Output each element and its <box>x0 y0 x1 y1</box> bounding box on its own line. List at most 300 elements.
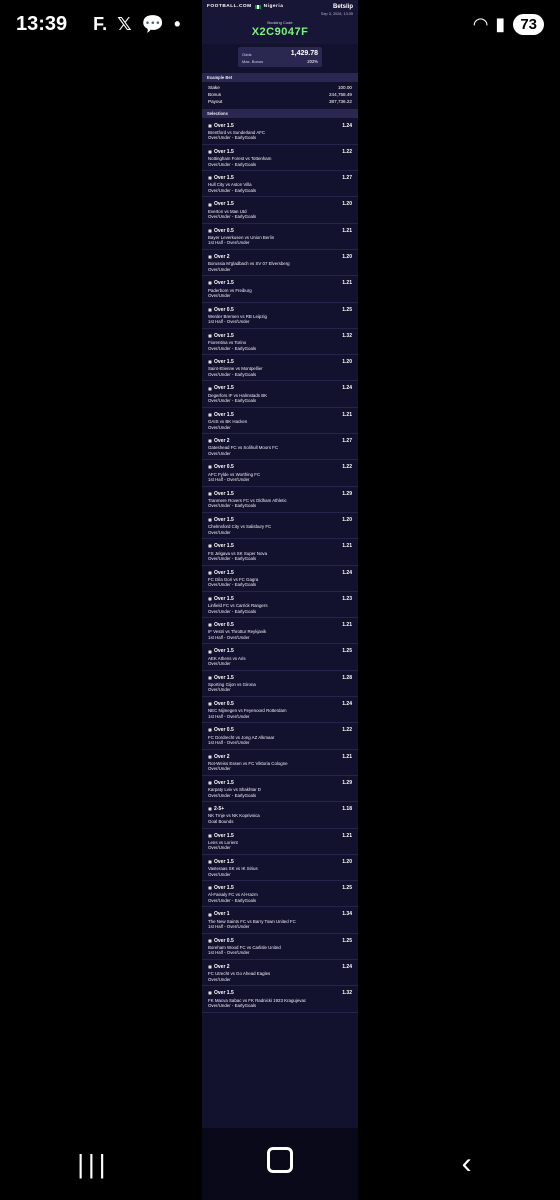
football-icon <box>208 124 212 128</box>
selection-pick-label: Over 2 <box>214 753 230 760</box>
selection-match: Gateshead FC vs Solihull Moors FC <box>208 445 279 451</box>
football-icon <box>208 413 212 417</box>
selection-odds: 1.21 <box>342 543 352 550</box>
selection-match: Saint-Etienne vs Montpellier <box>208 366 263 372</box>
selection-match: Rot-Weiss Essen vs FC Viktoria Cologne <box>208 760 288 766</box>
selection-odds: 1.32 <box>342 990 352 997</box>
selection-market: 1st Half - Over/Under <box>208 634 250 640</box>
selection-top-line <box>208 123 352 129</box>
selection-pick-label: Over 1.5 <box>214 648 234 655</box>
selection-top-line <box>208 675 352 681</box>
selection-market: Over/Under - EarlyGoals <box>208 582 257 588</box>
football-icon <box>208 991 212 995</box>
selection-item[interactable] <box>202 960 358 986</box>
selection-top-line <box>208 307 352 313</box>
selection-match: Lens vs Lorient <box>208 839 238 845</box>
football-icon <box>208 544 212 548</box>
selection-odds: 1.20 <box>342 201 352 208</box>
selection-pick <box>208 596 234 602</box>
selection-pick <box>208 780 234 786</box>
selection-market: Over/Under <box>208 687 231 693</box>
selection-odds: 1.22 <box>342 727 352 734</box>
more-notifications-dot-icon: • <box>174 13 181 34</box>
selection-item[interactable] <box>202 671 358 697</box>
selection-pick-label: Over 1.5 <box>214 569 234 576</box>
selection-pick-label: Over 1.5 <box>214 490 234 497</box>
football-icon <box>208 308 212 312</box>
selection-item[interactable] <box>202 776 358 802</box>
status-time: 13:39 <box>16 12 68 35</box>
selection-pick-label: Over 0.5 <box>214 622 234 629</box>
navigation-bar <box>0 1128 560 1200</box>
selection-market: Over/Under <box>208 293 231 299</box>
selection-odds: 1.20 <box>342 253 352 260</box>
football-icon <box>208 597 212 601</box>
selection-market: 1st Half - Over/Under <box>208 740 250 746</box>
selection-top-line <box>208 175 352 181</box>
status-right <box>474 14 544 35</box>
selection-market: Over/Under - EarlyGoals <box>208 345 257 351</box>
betslip-title-block <box>321 4 353 16</box>
selection-top-line <box>208 806 352 812</box>
bonus-label: Bonus <box>208 92 222 98</box>
selection-market: Over/Under <box>208 450 231 456</box>
selection-pick <box>208 990 234 996</box>
selection-item[interactable] <box>202 750 358 776</box>
selection-pick <box>208 885 234 891</box>
selections-list <box>202 118 358 1012</box>
selection-item[interactable] <box>202 197 358 223</box>
selection-pick <box>208 359 234 365</box>
country-name: Nigeria <box>263 4 284 9</box>
selection-match: Paderborn vs Freiburg <box>208 287 252 293</box>
selection-item[interactable] <box>202 723 358 749</box>
home-button[interactable] <box>250 1147 310 1181</box>
selection-market: 1st Half - Over/Under <box>208 319 250 325</box>
selection-item[interactable] <box>202 355 358 381</box>
selection-match: Boreham Wood FC vs Carlisle United <box>208 944 281 950</box>
selection-item[interactable] <box>202 460 358 486</box>
selection-match: FK Macva Sabac vs FK Radnicki 1923 Kragujevac <box>208 997 307 1003</box>
selection-match: Nottingham Forest vs Tottenham <box>208 156 272 162</box>
football-icon <box>208 728 212 732</box>
football-icon <box>208 834 212 838</box>
selection-pick-label: Over 1.5 <box>214 175 234 182</box>
selection-market: Over/Under <box>208 266 231 272</box>
selection-pick <box>208 333 234 339</box>
selection-pick-label: Over 1.5 <box>214 280 234 287</box>
selection-odds: 1.20 <box>342 359 352 366</box>
selection-pick <box>208 964 230 970</box>
selection-match: The New Saints FC vs Barry Town United FC <box>208 918 296 924</box>
selection-odds: 1.25 <box>342 885 352 892</box>
selections-heading: Selections <box>202 109 358 118</box>
selection-pick-label: Over 1 <box>214 911 230 918</box>
selection-pick <box>208 543 234 549</box>
selection-top-line <box>208 885 352 891</box>
selection-item[interactable] <box>202 986 358 1012</box>
football-icon <box>208 623 212 627</box>
football-icon <box>208 965 212 969</box>
football-icon <box>208 387 212 391</box>
selection-pick <box>208 175 234 181</box>
football-app-notification-icon: F. <box>93 13 108 34</box>
selection-item[interactable] <box>202 276 358 302</box>
selection-match: Degerfors IF vs Halmstads BK <box>208 392 268 398</box>
selection-odds: 1.29 <box>342 490 352 497</box>
selection-odds: 1.22 <box>342 464 352 471</box>
selection-top-line <box>208 648 352 654</box>
selection-item[interactable] <box>202 881 358 907</box>
selection-top-line <box>208 149 352 155</box>
selection-market: Over/Under - EarlyGoals <box>208 398 257 404</box>
selection-pick <box>208 701 234 707</box>
odds-label: Odds <box>242 51 252 57</box>
selection-top-line <box>208 412 352 418</box>
selection-market: Over/Under - EarlyGoals <box>208 187 257 193</box>
selection-pick-label: Over 1.5 <box>214 990 234 997</box>
selection-market: Over/Under - EarlyGoals <box>208 556 257 561</box>
selection-top-line <box>208 911 352 917</box>
selection-top-line <box>208 359 352 365</box>
selection-item[interactable] <box>202 539 358 565</box>
selection-top-line <box>208 833 352 839</box>
football-icon <box>208 203 212 207</box>
selection-pick <box>208 228 234 234</box>
selection-match: IF Vestri vs Throttur Reykjavik <box>208 629 267 635</box>
selection-pick <box>208 123 234 129</box>
selection-top-line <box>208 859 352 865</box>
selection-match: Tranmere Rovers FC vs Oldham Athletic <box>208 497 287 503</box>
selection-match: FC Dila Gori vs FC Gagra <box>208 576 259 582</box>
football-icon <box>208 492 212 496</box>
football-icon <box>208 781 212 785</box>
selection-top-line <box>208 333 352 339</box>
selection-match: AFC Fylde vs Worthing FC <box>208 471 261 477</box>
recent-apps-icon[interactable]: ||| <box>77 1148 110 1179</box>
football-icon <box>208 886 212 890</box>
selection-item[interactable] <box>202 434 358 460</box>
selection-odds: 1.32 <box>342 332 352 339</box>
selection-item[interactable] <box>202 618 358 644</box>
selection-item[interactable] <box>202 145 358 171</box>
odds-value: 1,429.78 <box>290 49 318 57</box>
payout-value: 387,736.22 <box>329 99 352 105</box>
selection-pick <box>208 859 234 865</box>
selection-pick-label: Over 1.5 <box>214 595 234 602</box>
selection-pick-label: Over 1.5 <box>214 122 234 129</box>
football-icon <box>208 518 212 522</box>
selection-market: 1st Half - Over/Under <box>208 713 250 719</box>
selection-odds: 1.25 <box>342 648 352 655</box>
selection-pick-label: Over 0.5 <box>214 701 234 708</box>
selection-pick-label: Over 0.5 <box>214 727 234 734</box>
selection-odds: 1.22 <box>342 148 352 155</box>
selection-item[interactable] <box>202 934 358 960</box>
signal-icon: ▮ <box>495 13 506 34</box>
selection-pick <box>208 754 230 760</box>
selection-match: Werder Bremen vs RB Leipzig <box>208 313 267 319</box>
max-bonus-row <box>242 59 318 64</box>
selection-item[interactable] <box>202 566 358 592</box>
selection-market: Over/Under <box>208 529 231 535</box>
selection-odds: 1.18 <box>342 806 352 813</box>
selection-item[interactable] <box>202 592 358 618</box>
selection-match: NEC Nijmegen vs Feyenoord Rotterdam <box>208 708 287 714</box>
selection-top-line <box>208 990 352 996</box>
selection-match: Bayer Leverkusen vs Union Berlin <box>208 234 275 240</box>
stake-label: Stake <box>208 85 220 91</box>
selection-item[interactable] <box>202 250 358 276</box>
selection-top-line <box>208 517 352 523</box>
selection-top-line <box>208 596 352 602</box>
selection-pick-label: Over 1.5 <box>214 516 234 523</box>
selection-pick <box>208 280 234 286</box>
selection-pick <box>208 570 234 576</box>
selection-item[interactable] <box>202 513 358 539</box>
selection-pick <box>208 648 234 654</box>
selection-match: Everton vs Man Utd <box>208 208 247 214</box>
selection-pick-label: Over 1.5 <box>214 411 234 418</box>
selection-market: Over/Under - EarlyGoals <box>208 161 257 167</box>
selection-top-line <box>208 464 352 470</box>
home-icon <box>267 1147 293 1173</box>
selection-pick-label: Over 1.5 <box>214 359 234 366</box>
selection-odds: 1.24 <box>342 964 352 970</box>
selection-pick-label: Over 0.5 <box>214 464 234 471</box>
selection-market: Over/Under <box>208 424 231 430</box>
football-icon <box>208 229 212 233</box>
bonus-row <box>208 91 352 98</box>
selection-pick <box>208 727 234 733</box>
selection-pick-label: Over 0.5 <box>214 227 234 234</box>
selection-match: GAIS vs BK Hacken <box>208 419 248 425</box>
brand-name: FOOTBALL.COM <box>207 4 252 9</box>
selection-pick <box>208 938 234 944</box>
selection-pick-label: Over 1.5 <box>214 332 234 339</box>
selection-match: Chelmsford City vs Salisbury FC <box>208 524 272 530</box>
selection-odds: 1.20 <box>342 516 352 523</box>
status-left <box>16 13 180 36</box>
example-bet-heading: Example Bet <box>202 73 358 82</box>
messages-notification-icon: 💬 <box>141 13 165 34</box>
selection-top-line <box>208 570 352 576</box>
football-icon <box>208 465 212 469</box>
selection-pick-label: Over 1.5 <box>214 674 234 681</box>
selection-top-line <box>208 254 352 260</box>
selection-top-line <box>208 622 352 628</box>
selection-item[interactable] <box>202 224 358 250</box>
max-bonus-label: Max. Bonus <box>242 58 264 64</box>
selection-item[interactable] <box>202 381 358 407</box>
selection-pick-label: Over 1.5 <box>214 201 234 208</box>
selection-top-line <box>208 938 352 944</box>
selection-odds: 1.23 <box>342 595 352 602</box>
selection-odds: 1.21 <box>342 753 352 760</box>
selection-top-line <box>208 780 352 786</box>
selection-item[interactable] <box>202 171 358 197</box>
selection-top-line <box>208 385 352 391</box>
football-icon <box>208 176 212 180</box>
selection-match: Sporting Gijon vs Girona <box>208 681 256 687</box>
football-icon <box>208 807 212 811</box>
selection-top-line <box>208 754 352 760</box>
selection-market: Over/Under - EarlyGoals <box>208 897 257 903</box>
selection-odds: 1.21 <box>342 227 352 234</box>
selection-pick <box>208 622 234 628</box>
selection-odds: 1.25 <box>342 306 352 313</box>
selection-pick <box>208 307 234 313</box>
selection-match: Vasteraas SK vs IK Sirius <box>208 866 258 872</box>
football-icon <box>208 360 212 364</box>
payout-label: Payout <box>208 99 223 105</box>
selection-item[interactable] <box>202 829 358 855</box>
football-icon <box>208 860 212 864</box>
football-icon <box>208 255 212 259</box>
selection-pick-label: Over 1.5 <box>214 779 234 786</box>
selection-pick <box>208 464 234 470</box>
selection-match: Borussia M'gladbach vs SV 07 Elversberg <box>208 261 290 267</box>
selection-pick <box>208 806 224 812</box>
selection-market: Over/Under <box>208 766 231 772</box>
selection-top-line <box>208 491 352 497</box>
selection-item[interactable] <box>202 118 358 144</box>
selection-pick <box>208 833 234 839</box>
betslip-panel <box>202 0 358 1200</box>
selection-odds: 1.20 <box>342 858 352 865</box>
selection-pick-label: Over 1.5 <box>214 885 234 892</box>
selection-item[interactable] <box>202 487 358 513</box>
selection-pick <box>208 201 234 207</box>
selection-odds: 1.34 <box>342 911 352 918</box>
football-icon <box>208 913 212 917</box>
selection-market: Over/Under - EarlyGoals <box>208 1003 257 1009</box>
odds-row <box>242 50 318 59</box>
selection-pick-label: Over 0.5 <box>214 306 234 313</box>
selection-match: Karpaty Lviv vs Shakhtar D <box>208 787 261 793</box>
selection-odds: 1.21 <box>342 622 352 629</box>
selection-top-line <box>208 438 352 444</box>
selection-pick <box>208 517 234 523</box>
selection-pick-label: 2-5+ <box>214 806 225 813</box>
selection-odds: 1.28 <box>342 674 352 681</box>
selection-odds: 1.27 <box>342 438 352 445</box>
selection-market: Over/Under <box>208 871 231 877</box>
selection-pick <box>208 675 234 681</box>
selection-top-line <box>208 228 352 234</box>
football-icon <box>208 702 212 706</box>
selection-pick <box>208 149 234 155</box>
selection-odds: 1.24 <box>342 569 352 576</box>
selection-item[interactable] <box>202 855 358 881</box>
selection-market: Over/Under - EarlyGoals <box>208 608 257 614</box>
selection-pick-label: Over 1.5 <box>214 385 234 392</box>
selection-market: Over/Under <box>208 661 231 667</box>
selection-odds: 1.24 <box>342 385 352 392</box>
stake-value: 100.00 <box>337 85 352 91</box>
selection-pick-label: Over 1.5 <box>214 858 234 865</box>
booking-code-label: Booking Code <box>267 20 293 26</box>
selection-pick-label: Over 2 <box>214 438 230 445</box>
selection-item[interactable] <box>202 697 358 723</box>
selection-market: Over/Under - EarlyGoals <box>208 371 257 377</box>
selection-match: Linfield FC vs Carrick Rangers <box>208 603 268 609</box>
football-icon <box>208 676 212 680</box>
example-bet <box>202 82 358 109</box>
selection-pick <box>208 491 234 497</box>
selection-top-line <box>208 543 352 549</box>
nigeria-flag-icon <box>255 5 261 9</box>
selection-pick <box>208 438 230 444</box>
selection-pick-label: Over 2 <box>214 964 230 970</box>
selection-market: 1st Half - Over/Under <box>208 477 250 483</box>
selection-market: Goal Bounds <box>208 818 234 824</box>
betslip-title: Betslip <box>332 4 353 10</box>
football-icon <box>208 650 212 654</box>
selection-item[interactable] <box>202 329 358 355</box>
odds-summary <box>238 47 322 67</box>
selection-match: NK Trnje vs NK Koprivnica <box>208 813 260 819</box>
football-icon <box>208 571 212 575</box>
selection-odds: 1.29 <box>342 779 352 786</box>
selection-match: FC Utrecht vs Go Ahead Eagles <box>208 971 271 977</box>
selection-top-line <box>208 701 352 707</box>
brand-logo <box>207 4 283 10</box>
selection-odds: 1.25 <box>342 937 352 944</box>
payout-row <box>208 98 352 105</box>
selection-item[interactable] <box>202 303 358 329</box>
selection-odds: 1.21 <box>342 832 352 839</box>
selection-match: AEK Athens vs Aris <box>208 655 246 661</box>
x-app-notification-icon: 𝕏 <box>117 13 132 34</box>
booking-code[interactable]: X2C9047F <box>251 26 309 39</box>
selection-top-line <box>208 964 352 970</box>
selection-top-line <box>208 280 352 286</box>
booking-section <box>202 18 358 44</box>
selection-item[interactable] <box>202 907 358 933</box>
selection-item[interactable] <box>202 408 358 434</box>
football-icon <box>208 939 212 943</box>
selection-market: Over/Under - EarlyGoals <box>208 503 257 509</box>
football-icon <box>208 281 212 285</box>
football-icon <box>208 334 212 338</box>
selection-market: 1st Half - Over/Under <box>208 924 250 930</box>
selection-odds: 1.21 <box>342 280 352 287</box>
selection-market: 1st Half - Over/Under <box>208 240 250 246</box>
selection-pick <box>208 911 230 917</box>
back-icon[interactable]: ‹ <box>461 1147 472 1180</box>
betslip-date: Sep 3, 2026, 13:39 <box>320 11 353 16</box>
battery-level: 73 <box>513 14 544 35</box>
max-bonus-value: 202% <box>307 58 318 64</box>
selection-match: Hull City vs Aston Villa <box>208 182 252 188</box>
selection-pick-label: Over 1.5 <box>214 543 234 550</box>
selection-odds: 1.24 <box>342 122 352 129</box>
selection-match: FC Dordrecht vs Jong AZ Alkmaar <box>208 734 275 740</box>
selection-match: Brentford vs Sunderland AFC <box>208 129 266 135</box>
selection-market: 1st Half - Over/Under <box>208 950 250 956</box>
selection-match: FS Jelgava vs SK Super Nova <box>208 550 268 556</box>
selection-market: Over/Under <box>208 976 231 982</box>
selection-item[interactable] <box>202 644 358 670</box>
selection-item[interactable] <box>202 802 358 828</box>
football-icon <box>208 150 212 154</box>
selection-pick-label: Over 1.5 <box>214 832 234 839</box>
selection-odds: 1.24 <box>342 701 352 708</box>
selection-top-line <box>208 201 352 207</box>
selection-pick-label: Over 0.5 <box>214 937 234 944</box>
football-icon <box>208 755 212 759</box>
